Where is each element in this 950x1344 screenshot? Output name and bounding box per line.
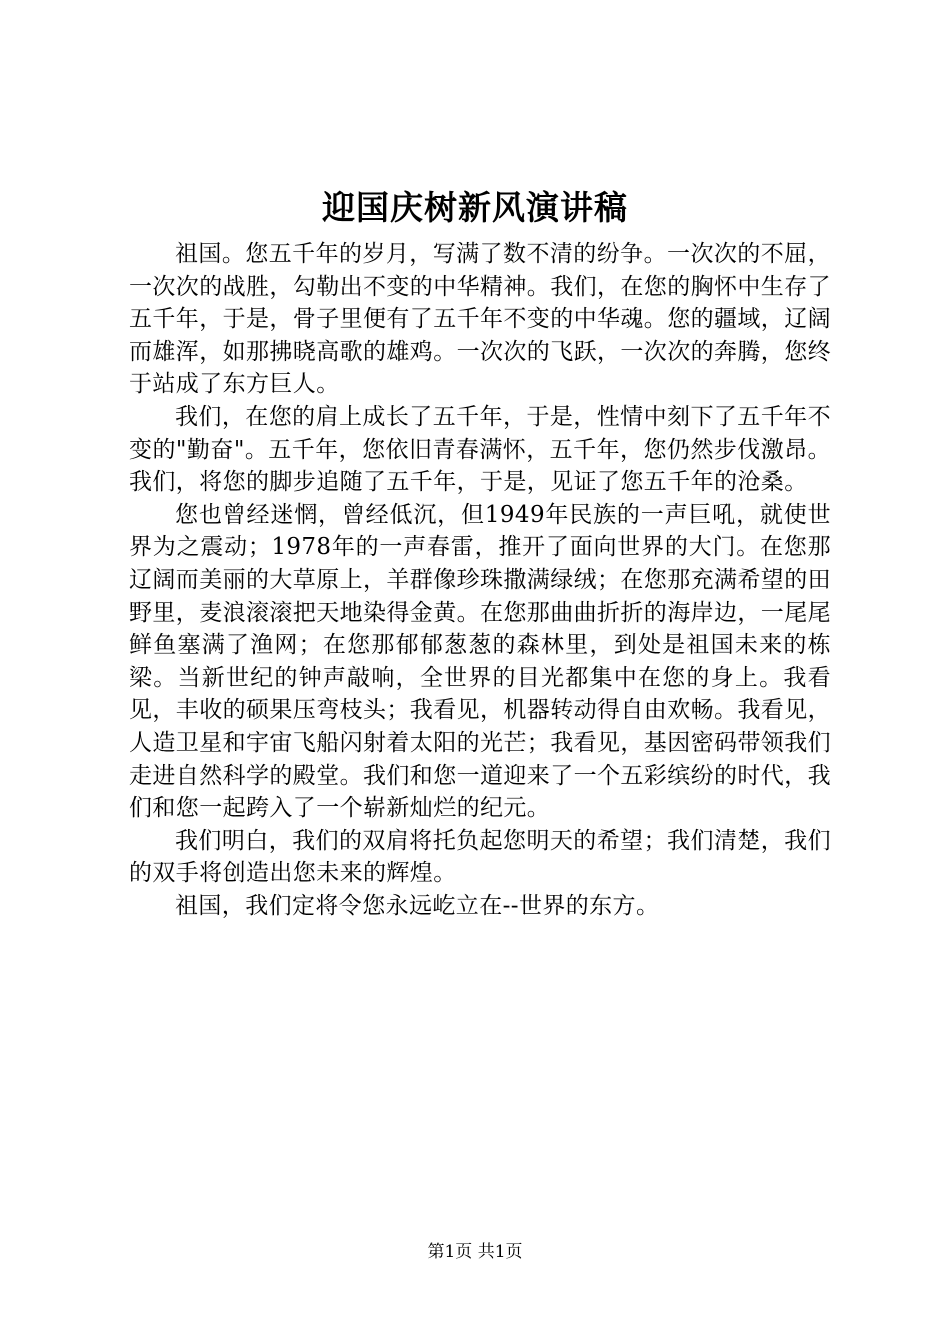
paragraph-2: 我们，在您的肩上成长了五千年，于是，性情中刻下了五千年不变的"勤奋"。五千年，您依旧青春满怀，五千年，您仍然步伐激昂。我们，将您的脚步追随了五千年，于是，见证了您五千年的沧桑。	[129, 403, 831, 496]
paragraph-1: 祖国。您五千年的岁月，写满了数不清的纷争。一次次的不屈，一次次的战胜，勾勒出不变的中华精神。我们，在您的胸怀中生存了五千年，于是，骨子里便有了五千年不变的中华魂。您的疆域，辽阔而雄浑，如那拂晓高歌的雄鸡。一次次的飞跃，一次次的奔腾，您终于站成了东方巨人。	[129, 241, 831, 398]
paragraph-5: 祖国，我们定将令您永远屹立在--世界的东方。	[175, 892, 660, 919]
page-number-footer: 第1页 共1页	[427, 1242, 523, 1262]
document-body	[129, 238, 831, 922]
paragraph-4: 我们明白，我们的双肩将托负起您明天的希望；我们清楚，我们的双手将创造出您未来的辉煌。	[129, 827, 831, 887]
paragraph-3: 您也曾经迷惘，曾经低沉，但1949年民族的一声巨吼，就使世界为之震动；1978年的一声春雷，推开了面向世界的大门。在您那辽阔而美丽的大草原上，羊群像珍珠撒满绿绒；在您那充满希望的田野里，麦浪滚滚把天地染得金黄。在您那曲曲折折的海岸边，一尾尾鲜鱼塞满了渔网；在您那郁郁葱葱的森林里，到处是祖国未来的栋梁。当新世纪的钟声敲响，全世界的目光都集中在您的身上。我看见，丰收的硕果压弯枝头；我看见，机器转动得自由欢畅。我看见，人造卫星和宇宙飞船闪射着太阳的光芒；我看见，基因密码带领我们走进自然科学的殿堂。我们和您一道迎来了一个五彩缤纷的时代，我们和您一起跨入了一个崭新灿烂的纪元。	[129, 501, 831, 822]
document-title: 迎国庆树新风演讲稿	[322, 188, 628, 227]
